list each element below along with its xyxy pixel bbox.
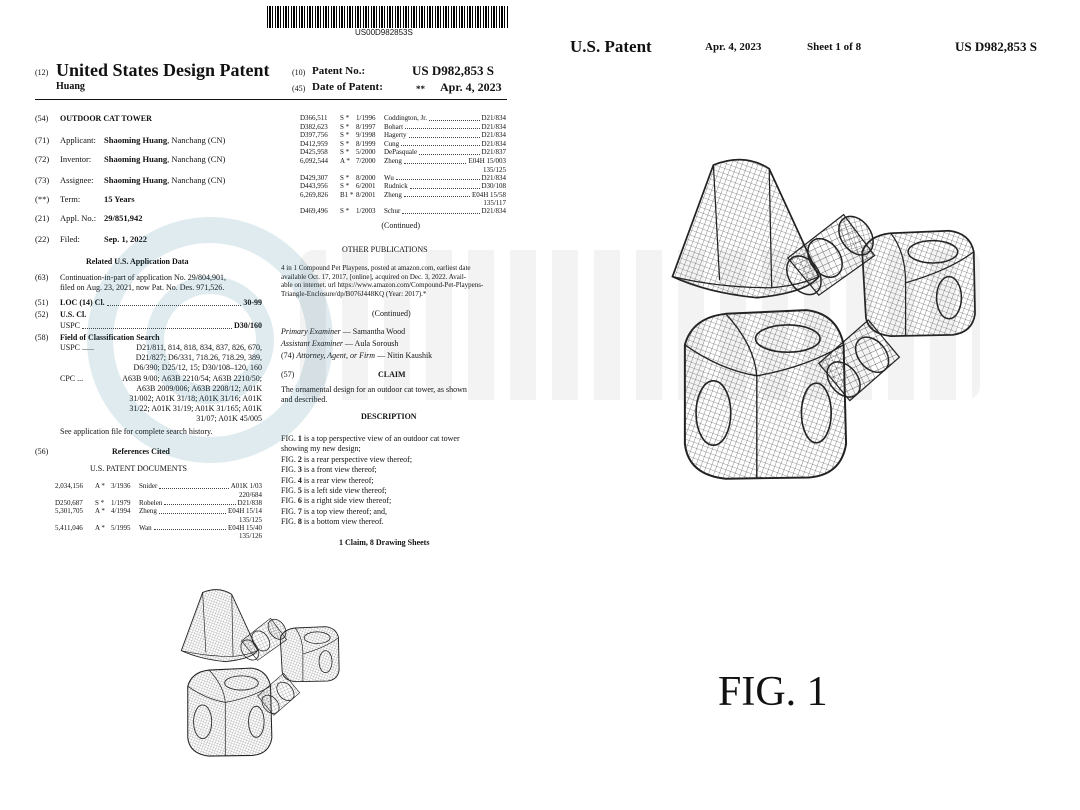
primary-examiner [281,327,405,337]
field-uspc-label: USPC ...... [60,343,95,352]
citation-row [55,499,262,508]
citation-class-cont: 135/126 [239,532,262,541]
fig-prefix: FIG. [281,496,298,506]
citation-name: Robelen [139,498,163,507]
citation-name: Zheng [384,190,402,199]
description-heading: DESCRIPTION [361,412,417,421]
citation-name: Hagerty [384,131,407,140]
other-pubs-heading: OTHER PUBLICATIONS [342,245,428,254]
citation-name: Wu [384,173,394,182]
citation-kind: B1 * [340,190,354,199]
sheet-header-number: US D982,853 S [955,39,1037,54]
citation-row [300,123,506,132]
citation-date: 1/2003 [356,207,376,216]
field-code: (58) [35,333,49,342]
citation-row [55,507,262,516]
description-line [281,517,509,527]
citation-date: 4/1994 [111,507,131,516]
fig-text: is a rear view thereof; [301,475,374,485]
citation-kind: A * [340,156,350,165]
cont-code: (63) [35,273,49,282]
citation-class: E04H 15/58 [471,190,506,199]
sheet-header-sheet: Sheet 1 of 8 [807,41,862,53]
date-code: (45) [292,84,306,93]
field-uspc-line: D6/390; D25/12, 15; D30/108–120, 160 [133,363,262,372]
cont-line-1: Continuation-in-part of application No. 29/804,901, [60,273,226,282]
citation-name: Schur [384,207,401,216]
field-cpc-line: 31/07; A01K 45/005 [196,414,262,423]
refs-code: (56) [35,447,49,456]
description-line [281,496,509,506]
citation-number: D397,756 [300,131,328,140]
filed-date: Sep. 1, 2022 [104,234,147,244]
citation-class: E04H 15/40 [227,523,262,532]
uscl-label: U.S. Cl. [60,310,87,319]
claim-text [281,385,467,405]
citation-kind: S * [95,498,105,507]
citation-date: 1/1979 [111,498,131,507]
citation-kind: S * [340,139,350,148]
citation-class: A01K 1/03 [230,482,262,490]
term-code: (**) [35,194,50,204]
description-line [281,444,509,454]
patent-no-label: Patent No.: [312,65,366,77]
description-line [281,465,509,475]
claim-text-line: and described. [281,395,328,404]
claim-code: (57) [281,370,295,379]
citation-row [300,131,506,140]
uspc-value: D30/160 [234,321,262,330]
citation-number: D382,623 [300,122,328,131]
fig-text: is a right side view thereof; [301,496,392,506]
field-cpc-line: 31/002; A01K 31/18; A01K 31/16; A01K [129,394,262,403]
continued-1: (Continued) [381,221,420,230]
citation-date: 8/1997 [356,122,376,131]
other-pubs-line: 4 in 1 Compound Pet Playpens, posted at amazon.com, earliest date [281,264,471,272]
citation-number: D443,956 [300,182,328,191]
inventor-place: , Nanchang (CN) [167,154,226,164]
front-page-drawing [180,560,345,790]
refs-heading: References Cited [112,447,170,456]
appl-label: Appl. No.: [60,213,97,223]
citation-row [300,207,506,216]
term-value: 15 Years [104,194,135,204]
citation-number: D412,959 [300,139,328,148]
primary-examiner-label: Primary Examiner [281,327,341,336]
citation-class: D21/834 [481,173,506,182]
citation-date: 9/1998 [356,131,376,140]
citation-class: D21/838 [237,498,262,507]
fig-prefix: FIG. [281,454,298,464]
design-title: OUTDOOR CAT TOWER [60,114,152,123]
continued-2: (Continued) [372,309,411,318]
citation-kind: S * [340,148,350,157]
citation-class: D21/834 [481,131,506,140]
fig-number: 6 [297,496,302,506]
citation-row [300,182,506,191]
inventor-name: Shaoming Huang [104,154,168,164]
appl-code: (21) [35,213,50,223]
citation-number: 6,092,544 [300,156,328,165]
fig-prefix: FIG. [281,517,298,527]
field-cpc-lines [90,374,262,424]
citation-name: Cung [384,139,400,148]
field-label: Field of Classification Search [60,333,160,342]
title-code: (54) [35,114,49,123]
citation-kind: A * [95,523,105,532]
uspc-label: USPC [60,321,81,330]
related-heading: Related U.S. Application Data [86,257,189,266]
fig-prefix: FIG. [281,475,298,485]
assistant-examiner-name: — Aula Soroush [343,339,399,348]
assignee-place: , Nanchang (CN) [167,175,226,185]
loc-value: 30-99 [243,298,262,307]
date-stars: ** [416,84,425,94]
uscl-code: (52) [35,310,49,319]
citation-class: D21/834 [481,122,506,131]
citation-row [300,140,506,149]
citation-name: Bohart [384,122,404,131]
fig-number: 4 [297,475,302,485]
citation-number: 5,411,046 [55,523,83,532]
citation-class: D21/837 [481,148,506,157]
citation-class: D21/834 [481,114,506,122]
fig-prefix: FIG. [281,506,298,516]
assistant-examiner [281,339,398,349]
us-docs-heading: U.S. PATENT DOCUMENTS [90,464,187,473]
description-line [281,434,509,444]
fig-number: 5 [297,486,302,496]
claim-text-line: The ornamental design for an outdoor cat tower, as shown [281,385,467,394]
fig-text: showing my new design; [281,444,361,454]
search-note: See application file for complete search history. [60,427,213,436]
citation-number: 5,301,705 [55,507,83,516]
citation-number: D250,687 [55,498,83,507]
field-cpc-line: A63B 9/00; A63B 2210/54; A63B 2210/50; [122,374,262,383]
description-line [281,476,509,486]
description-line [281,455,509,465]
citation-row [300,157,506,166]
applicant-name: Shaoming Huang [104,135,168,145]
citation-row [300,174,506,183]
other-pubs-line: able on internet. url https://www.amazon.com/Compound-Pet-Playpens- [281,281,484,290]
citation-kind: A * [95,507,105,516]
inventor-line [104,154,225,164]
citation-number: D425,958 [300,148,328,157]
attorney [281,351,432,361]
attorney-code: (74) [281,351,295,360]
citation-date: 7/2000 [356,156,376,165]
citation-name: DePasquale [384,148,418,157]
inventor-code: (72) [35,154,50,164]
patent-date: Apr. 4, 2023 [440,80,502,94]
field-cpc-line: 31/22; A01K 31/19; A01K 31/165; A01K [129,404,262,413]
cont-line-2: filed on Aug. 23, 2021, now Pat. No. Des. 971,526. [60,283,225,292]
fig-text: is a top view thereof; and, [301,506,387,516]
citation-row [300,114,506,123]
loc-label: LOC (14) Cl. [60,298,105,307]
type-code: (12) [35,68,49,77]
inventor-label: Inventor: [60,154,92,164]
citation-kind: S * [340,182,350,191]
applicant-code: (71) [35,135,50,145]
citation-class-cont: 220/684 [239,490,262,499]
citation-kind: S * [340,122,350,131]
primary-examiner-name: — Samantha Wood [340,327,406,336]
citation-class-cont: 135/125 [239,515,262,524]
loc-row [60,298,262,308]
citation-number: 2,034,156 [55,482,83,490]
citation-date: 8/2001 [356,190,376,199]
field-uspc-line: D21/811, 814, 818, 834, 837, 826, 670, [136,343,262,352]
field-uspc-lines [100,343,262,373]
assignee-name: Shaoming Huang [104,175,168,185]
citation-date: 8/2000 [356,173,376,182]
field-cpc-line: A63B 2009/006; A63B 2208/12; A01K [136,384,262,393]
us-docs-right [300,114,506,216]
assignee-line [104,175,225,185]
other-pubs-line: available Oct. 17, 2017, [online], acquired on Dec. 3, 2022. Avail- [281,272,467,281]
patent-number: US D982,853 S [412,63,494,78]
attorney-name: — Nitin Kaushik [375,351,433,360]
citation-row [55,482,262,491]
citation-class: E04H 15/14 [227,507,262,516]
field-cpc-label: CPC ... [60,374,84,383]
assignee-label: Assignee: [60,175,94,185]
sheet-header-date: Apr. 4, 2023 [705,41,762,53]
filed-label: Filed: [60,234,80,244]
citation-name: Zheng [384,156,402,165]
filed-code: (22) [35,234,50,244]
citation-kind: S * [340,173,350,182]
fig-prefix: FIG. [281,465,298,475]
assignee-code: (73) [35,175,50,185]
citation-name: Snider [139,482,158,490]
fig-number: 3 [297,465,302,475]
fig-number: 7 [297,506,302,516]
us-docs-left [55,482,262,540]
date-label: Date of Patent: [312,81,383,93]
inventor-short: Huang [56,81,85,92]
barcode-text: US00D982853S [355,28,413,37]
fig-text: is a top perspective view of an outdoor cat tower [301,434,460,443]
fig-prefix: FIG. [281,434,298,443]
citation-name: Wan [139,523,152,532]
fig-number: 1 [297,434,302,443]
citation-name: Zheng [139,507,157,516]
other-pubs-line: Triangle-Enclosure/dp/B076J448KQ (Year: 2017).* [281,289,427,298]
sheet-header-left: U.S. Patent [570,37,652,56]
barcode [267,6,508,28]
citation-class: D21/834 [481,207,506,216]
citation-row [300,191,506,200]
citation-date: 5/2000 [356,148,376,157]
fig-number: 2 [297,454,302,464]
fig-prefix: FIG. [281,486,298,496]
citation-number: D469,496 [300,207,328,216]
citation-class: D21/834 [481,139,506,148]
applicant-place: , Nanchang (CN) [167,135,226,145]
citation-kind: S * [340,207,350,216]
citation-kind: A * [95,482,105,490]
citation-number: D366,511 [300,114,328,122]
header-rule [35,99,507,100]
citation-row [55,524,262,533]
uspc-row [60,321,262,331]
citation-class-cont: 135/125 [483,165,506,174]
attorney-label: Attorney, Agent, or Firm [296,351,376,360]
field-uspc-line: D21/827; D6/331, 718.26, 718.29, 389, [135,353,262,362]
citation-date: 8/1999 [356,139,376,148]
fig-number: 8 [297,517,302,527]
citation-kind: S * [340,114,350,122]
citation-class: E04H 15/003 [468,156,506,165]
citation-name: Rudnick [384,182,408,191]
claim-summary: 1 Claim, 8 Drawing Sheets [339,538,430,547]
fig-text: is a left side view thereof; [301,486,387,496]
applicant-label: Applicant: [60,135,96,145]
citation-class-cont: 135/117 [483,199,506,208]
term-label: Term: [60,194,81,204]
applicant-line [104,135,225,145]
fig-1-drawing [670,150,980,490]
fig-text: is a rear perspective view thereof; [301,454,413,464]
fig-text: is a bottom view thereof. [301,517,384,527]
patent-no-code: (10) [292,68,306,77]
description-line [281,486,509,496]
citation-name: Coddington, Jr. [384,114,427,122]
assistant-examiner-label: Assistant Examiner [281,339,343,348]
citation-date: 3/1936 [111,482,131,490]
citation-number: D429,307 [300,173,328,182]
description-line [281,507,509,517]
citation-number: 6,269,826 [300,190,328,199]
patent-type-title: United States Design Patent [56,60,270,80]
figure-label: FIG. 1 [718,669,828,715]
citation-row [300,148,506,157]
claim-heading: CLAIM [378,370,406,379]
citation-date: 5/1995 [111,523,131,532]
other-pubs-text [281,264,509,298]
citation-date: 1/1996 [356,114,376,122]
appl-number: 29/851,942 [104,213,143,223]
citation-class: D30/108 [481,182,506,191]
citation-date: 6/2001 [356,182,376,191]
description-figs [281,434,509,528]
citation-kind: S * [340,131,350,140]
loc-code: (51) [35,298,49,307]
fig-text: is a front view thereof; [301,465,377,475]
